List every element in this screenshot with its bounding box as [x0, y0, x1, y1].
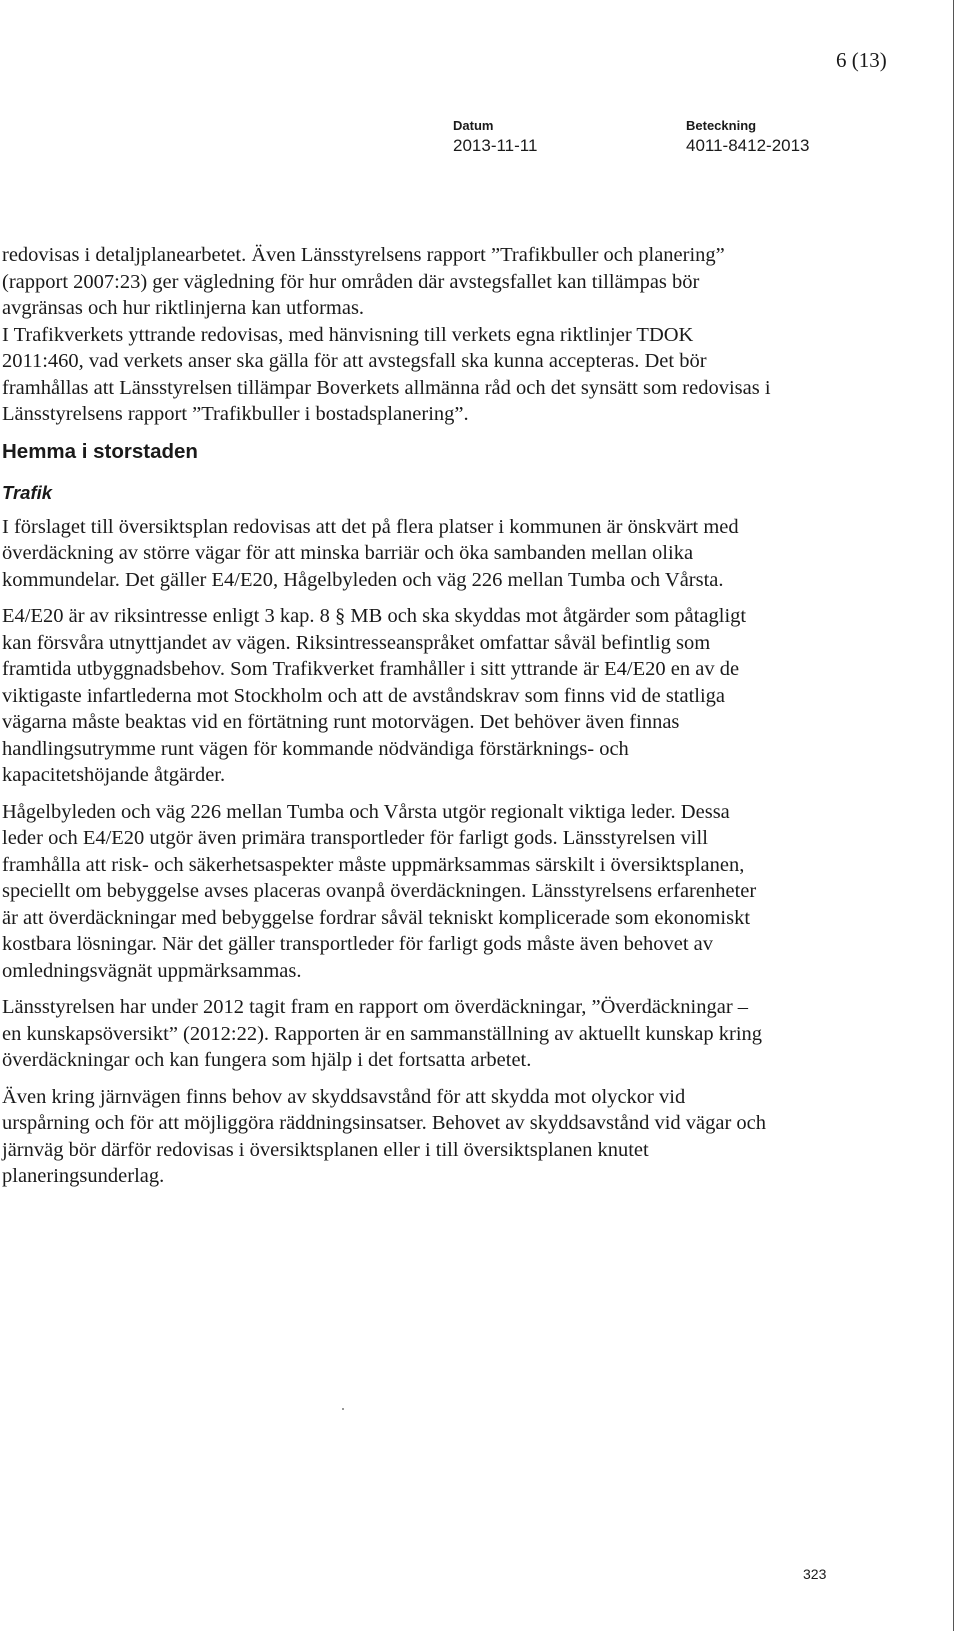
scan-speck	[342, 1408, 344, 1410]
reference-block	[686, 118, 810, 157]
paragraph-2: I Trafikverkets yttrande redovisas, med hänvisning till verkets egna riktlinjer TDOK 2011:460, vad verkets anser ska gälla för att avstegsfall ska kunna accepteras. Det bör framhållas att Länsstyrelsen tillämpar Boverkets allmänna råd och det synsätt som redovisas i Länsstyrelsens rapport ”Trafikbuller i bostadsplanering”.	[2, 323, 771, 425]
date-label: Datum	[453, 118, 494, 133]
reference-value: 4011-8412-2013	[686, 136, 810, 155]
footer-number: 323	[803, 1566, 827, 1582]
subheading: Trafik	[2, 481, 53, 503]
section-heading: Hemma i storstaden	[2, 439, 198, 463]
paragraph-3: I förslaget till översiktsplan redovisas att det på flera platser i kommunen är önskvärt med överdäckning av större vägar för att minska barriär och öka sambanden mellan olika kommundelar. Det gäller E4/E20, Hågelbyleden och väg 226 mellan Tumba och Vårsta.	[2, 515, 739, 591]
document-body	[2, 242, 772, 1200]
scan-edge-line	[953, 0, 954, 1631]
date-value: 2013-11-11	[453, 136, 538, 155]
paragraph-4: E4/E20 är av riksintresse enligt 3 kap. 8 § MB och ska skyddas mot åtgärder som påtagligt kan försvåra utnyttjandet av vägen. Riksintresseanspråket omfattar såväl befintlig som framtida utbyggnadsbehov. Som Trafikverket framhåller i sitt yttrande är E4/E20 en av de viktigaste infartlederna mot Stockholm och att de avståndskrav som finns vid de statliga vägarna måste beaktas vid en förtätning runt motorvägen. Det behöver även finnas handlingsutrymme runt vägen för kommande nödvändiga förstärknings- och kapacitetshöjande åtgärder.	[2, 605, 747, 786]
page-number: 6 (13)	[836, 48, 887, 72]
paragraph-1: redovisas i detaljplanearbetet. Även Länsstyrelsens rapport ”Trafikbuller och planering” (rapport 2007:23) ger vägledning för hur områden där avstegsfallet kan tillämpas bör avgränsas och hur riktlinjerna kan utformas.	[2, 244, 725, 319]
paragraph-6: Länsstyrelsen har under 2012 tagit fram en rapport om överdäckningar, ”Överdäckningar – en kunskapsöversikt” (2012:22). Rapporten är en sammanställning av aktuellt kunskap kring överdäckningar och kan fungera som hjälp i det fortsatta arbetet.	[2, 996, 763, 1071]
paragraph-7: Även kring järnvägen finns behov av skyddsavstånd för att skydda mot olyckor vid urspårning och för att möjliggöra räddningsinsatser. Behovet av skyddsavstånd vid vägar och järnväg bör därför redovisas i översiktsplanen eller i till översiktsplanen knutet planeringsunderlag.	[2, 1085, 767, 1187]
paragraph-5: Hågelbyleden och väg 226 mellan Tumba och Vårsta utgör regionalt viktiga leder. Dessa leder och E4/E20 utgör även primära transportleder för farligt gods. Länsstyrelsen vill framhålla att risk- och säkerhetsaspekter måste uppmärksammas särskilt i översiktsplanen, speciellt om bebyggelse avses placeras ovanpå överdäckningen. Länsstyrelsens erfarenheter är att överdäckningar med bebyggelse fordrar såväl tekniskt komplicerade som ekonomiskt kostbara lösningar. När det gäller transportleder för farligt gods måste även behovet av omledningsvägnät uppmärksammas.	[2, 800, 757, 982]
date-block	[453, 118, 537, 157]
reference-label: Beteckning	[686, 118, 757, 133]
